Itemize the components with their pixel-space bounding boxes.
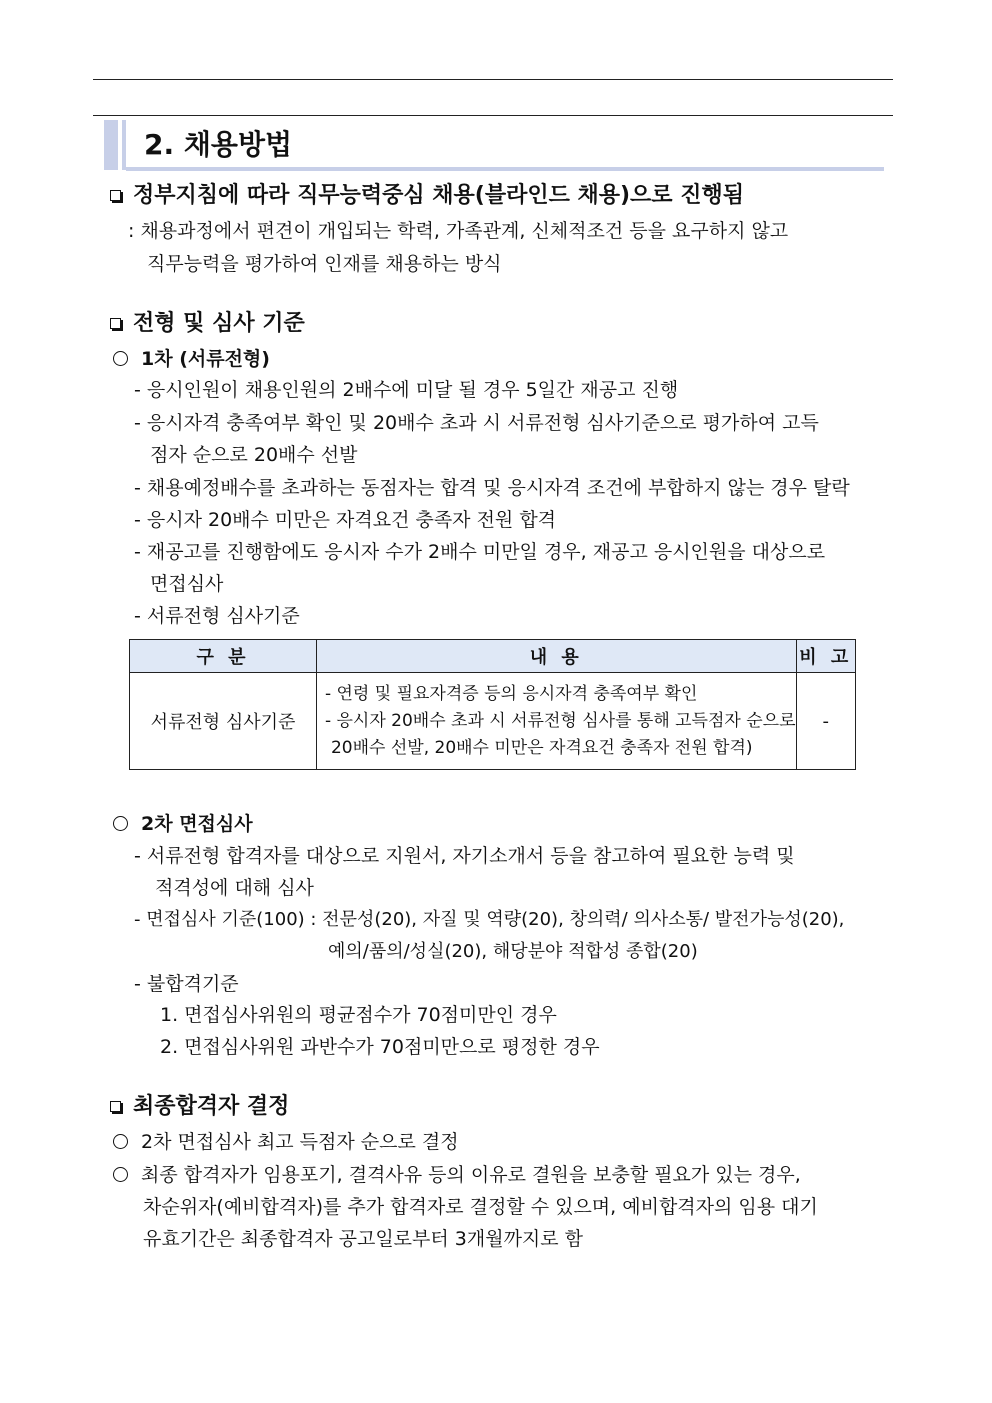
square-bullet-icon [110, 1101, 121, 1112]
s1-heading-text: 정부지침에 따라 직무능력중심 채용(블라인드 채용)으로 진행됨 [133, 183, 744, 208]
table-header-content: 내 용 [316, 640, 796, 673]
s1-desc-line1: : 채용과정에서 편견이 개입되는 학력, 가족관계, 신체적조건 등을 요구하지 않고 [128, 220, 789, 242]
table-header-row [130, 640, 856, 673]
table-cell-label: 서류전형 심사기준 [130, 673, 317, 770]
final-c2a: 최종 합격자가 임용포기, 결격사유 등의 이유로 결원을 보충할 필요가 있는 경우, [113, 1163, 801, 1187]
second-b1a: - 서류전형 합격자를 대상으로 지원서, 자기소개서 등을 참고하여 필요한 능력 및 [134, 845, 795, 867]
final-c2c: 유효기간은 최종합격자 공고일로부터 3개월까지로 함 [143, 1228, 584, 1250]
square-bullet-icon [110, 318, 121, 329]
first-b4: - 응시자 20배수 미만은 자격요건 충족자 전원 합격 [134, 509, 557, 531]
fail-criterion-2: 2. 면접심사위원 과반수가 70점미만으로 평정한 경우 [160, 1036, 600, 1058]
table-header-category: 구 분 [130, 640, 317, 673]
first-b2a: - 응시자격 충족여부 확인 및 20배수 초과 시 서류전형 심사기준으로 평가하여 고득 [134, 412, 819, 434]
first-b3: - 채용예정배수를 초과하는 동점자는 합격 및 응시자격 조건에 부합하지 않는 경우 탈락 [134, 477, 850, 499]
content-line3: 20배수 선발, 20배수 미만은 자격요건 충족자 전원 합격) [330, 737, 753, 758]
content-line2: - 응시자 20배수 초과 시 서류전형 심사를 통해 고득점자 순으로 [324, 710, 796, 731]
content-line1: - 연령 및 필요자격증 등의 응시자격 충족여부 확인 [324, 683, 698, 704]
circle-bullet-icon [113, 351, 128, 366]
table-header-note: 비 고 [796, 640, 856, 673]
title-accent-bar-thin [122, 120, 126, 170]
s2-heading-text: 전형 및 심사 기준 [133, 311, 305, 336]
s1-desc-line2: 직무능력을 평가하여 인재를 채용하는 방식 [147, 253, 502, 275]
first-b2b: 점자 순으로 20배수 선발 [150, 444, 358, 466]
section-title: 2. 채용방법 [144, 128, 293, 161]
s3-heading [110, 1093, 289, 1121]
final-c1: 2차 면접심사 최고 득점자 순으로 결정 [113, 1130, 459, 1154]
first-b6: - 서류전형 심사기준 [134, 605, 300, 627]
title-underline [126, 167, 884, 171]
table-cell-note: - [796, 673, 856, 770]
second-b2a: - 면접심사 기준(100) : 전문성(20), 자질 및 역량(20), 창의력/ 의사소통/ 발전가능성(20), [134, 909, 845, 930]
first-b5a: - 재공고를 진행함에도 응시자 수가 2배수 미만일 경우, 재공고 응시인원을 대상으로 [134, 541, 826, 563]
final-c2b: 차순위자(예비합격자)를 추가 합격자로 결정할 수 있으며, 예비합격자의 임용 대기 [143, 1196, 818, 1218]
section-title-box [104, 120, 884, 170]
second-b3: - 불합격기준 [134, 973, 239, 995]
s3-heading-text: 최종합격자 결정 [133, 1094, 290, 1119]
title-accent-bar [104, 120, 118, 170]
s1-heading [110, 182, 744, 210]
table-cell-content [316, 673, 796, 770]
second-b2b: 예의/품의/성실(20), 해당분야 적합성 종합(20) [328, 941, 698, 962]
square-bullet-icon [110, 190, 121, 201]
table-row [130, 673, 856, 770]
first-round-title: 1차 (서류전형) [113, 347, 270, 371]
circle-bullet-icon [113, 816, 128, 831]
circle-bullet-icon [113, 1167, 128, 1182]
document-criteria-table [129, 639, 856, 770]
second-round-title: 2차 면접심사 [113, 812, 253, 836]
circle-bullet-icon [113, 1134, 128, 1149]
first-b5b: 면접심사 [150, 573, 224, 595]
fail-criterion-1: 1. 면접심사위원의 평균점수가 70점미만인 경우 [160, 1004, 557, 1026]
s2-heading [110, 310, 305, 338]
top-rule [93, 79, 893, 80]
second-b1b: 적격성에 대해 심사 [155, 877, 314, 899]
second-rule [93, 115, 893, 116]
first-b1: - 응시인원이 채용인원의 2배수에 미달 될 경우 5일간 재공고 진행 [134, 379, 679, 401]
